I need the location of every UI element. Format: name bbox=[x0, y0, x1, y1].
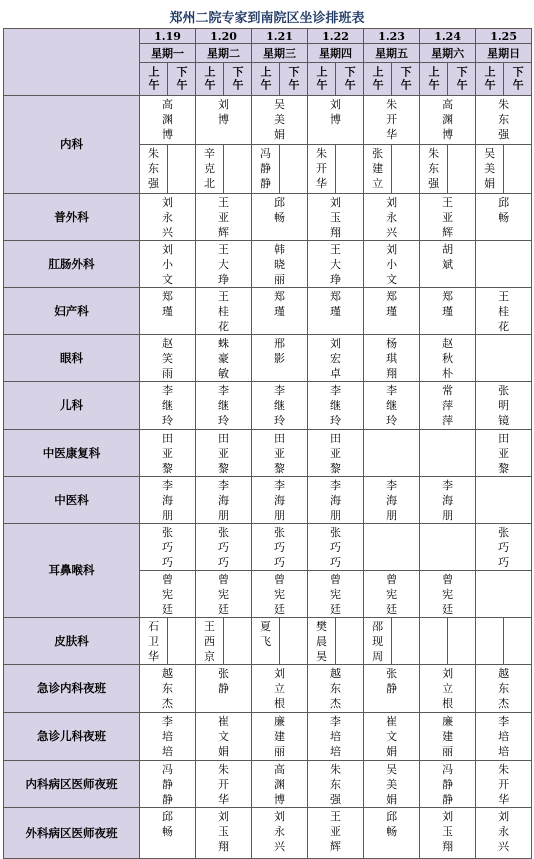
schedule-cell bbox=[476, 761, 532, 808]
weekday-header: 星期三 bbox=[252, 44, 308, 63]
doctor-name: 蛛豪敏 bbox=[218, 337, 230, 380]
doctor-name: 郑瑾 bbox=[274, 290, 286, 318]
schedule-cell bbox=[364, 808, 420, 859]
doctor-name: 郑瑾 bbox=[330, 290, 342, 318]
schedule-cell bbox=[252, 761, 308, 808]
doctor-name: 赵秋朴 bbox=[442, 337, 454, 380]
doctor-name: 曾宪廷 bbox=[162, 573, 173, 616]
schedule-cell bbox=[364, 194, 420, 241]
schedule-cell bbox=[448, 145, 476, 194]
doctor-name: 刘永兴 bbox=[498, 810, 510, 853]
schedule-cell bbox=[252, 618, 280, 665]
schedule-cell bbox=[140, 241, 196, 288]
date-header: 1.22 bbox=[308, 29, 364, 44]
schedule-cell bbox=[252, 713, 308, 761]
pm-header: 下午 bbox=[168, 63, 196, 96]
schedule-table bbox=[3, 28, 532, 859]
doctor-name: 李继玲 bbox=[162, 384, 173, 427]
doctor-name: 王大琤 bbox=[218, 243, 230, 286]
doctor-name: 李海朋 bbox=[162, 479, 173, 522]
doctor-name: 王桂花 bbox=[498, 290, 510, 333]
doctor-name: 李培培 bbox=[162, 715, 173, 758]
doctor-name: 田亚黎 bbox=[218, 432, 230, 475]
doctor-name: 邢影 bbox=[274, 337, 286, 365]
schedule-cell bbox=[308, 524, 364, 571]
doctor-name: 赵笑雨 bbox=[162, 337, 173, 380]
schedule-cell bbox=[364, 618, 392, 665]
schedule-cell bbox=[196, 665, 252, 713]
schedule-cell bbox=[336, 618, 364, 665]
doctor-name: 张明镜 bbox=[498, 384, 510, 427]
date-header: 1.20 bbox=[196, 29, 252, 44]
department-label: 肛肠外科 bbox=[4, 241, 140, 288]
table-row bbox=[4, 382, 532, 430]
schedule-cell bbox=[364, 382, 420, 430]
doctor-name: 郑瑾 bbox=[442, 290, 454, 318]
schedule-cell bbox=[420, 808, 476, 859]
schedule-cell bbox=[196, 241, 252, 288]
doctor-name: 刘玉翔 bbox=[442, 810, 454, 853]
table-row bbox=[4, 761, 532, 808]
schedule-cell bbox=[420, 335, 476, 382]
doctor-name: 王桂花 bbox=[218, 290, 230, 333]
doctor-name: 崔文娟 bbox=[218, 715, 230, 758]
pm-header: 下午 bbox=[448, 63, 476, 96]
pm-header: 下午 bbox=[504, 63, 532, 96]
doctor-name: 越东杰 bbox=[162, 667, 173, 710]
schedule-cell bbox=[476, 194, 532, 241]
doctor-name: 张巧巧 bbox=[498, 526, 510, 569]
doctor-name: 廉建丽 bbox=[442, 715, 454, 758]
schedule-cell bbox=[364, 430, 420, 477]
weekday-header: 星期六 bbox=[420, 44, 476, 63]
date-header: 1.24 bbox=[420, 29, 476, 44]
doctor-name: 李海朋 bbox=[442, 479, 454, 522]
doctor-name: 越东杰 bbox=[498, 667, 510, 710]
doctor-name: 夏飞 bbox=[260, 620, 272, 648]
schedule-cell bbox=[420, 618, 448, 665]
schedule-cell bbox=[196, 145, 224, 194]
schedule-cell bbox=[196, 430, 252, 477]
doctor-name: 田亚黎 bbox=[498, 432, 510, 475]
schedule-cell bbox=[364, 713, 420, 761]
schedule-cell bbox=[476, 665, 532, 713]
doctor-name: 朱东强 bbox=[498, 98, 510, 141]
schedule-cell bbox=[448, 618, 476, 665]
table-row bbox=[4, 335, 532, 382]
schedule-cell bbox=[252, 665, 308, 713]
schedule-cell bbox=[308, 761, 364, 808]
schedule-cell bbox=[168, 145, 196, 194]
schedule-cell bbox=[252, 241, 308, 288]
am-header: 上午 bbox=[476, 63, 504, 96]
schedule-cell bbox=[364, 665, 420, 713]
am-header: 上午 bbox=[308, 63, 336, 96]
doctor-name: 朱东强 bbox=[148, 147, 159, 190]
department-label: 眼科 bbox=[4, 335, 140, 382]
doctor-name: 崔文娟 bbox=[386, 715, 398, 758]
doctor-name: 朱开华 bbox=[218, 763, 230, 806]
schedule-cell bbox=[420, 145, 448, 194]
doctor-name: 刘立根 bbox=[274, 667, 286, 710]
schedule-cell bbox=[252, 194, 308, 241]
weekday-header: 星期四 bbox=[308, 44, 364, 63]
doctor-name: 刘博 bbox=[330, 98, 342, 126]
doctor-name: 高渊博 bbox=[274, 763, 286, 806]
schedule-cell bbox=[336, 145, 364, 194]
schedule-cell bbox=[308, 808, 364, 859]
doctor-name: 张静 bbox=[386, 667, 398, 695]
doctor-name: 辛克北 bbox=[204, 147, 216, 190]
doctor-name: 张巧巧 bbox=[218, 526, 230, 569]
schedule-cell bbox=[308, 241, 364, 288]
schedule-cell bbox=[308, 96, 364, 145]
doctor-name: 高渊博 bbox=[162, 98, 173, 141]
doctor-name: 李继玲 bbox=[386, 384, 398, 427]
schedule-cell bbox=[420, 477, 476, 524]
doctor-name: 王亚辉 bbox=[330, 810, 342, 853]
schedule-cell bbox=[476, 808, 532, 859]
department-label: 妇产科 bbox=[4, 288, 140, 335]
doctor-name: 王亚辉 bbox=[218, 196, 230, 239]
doctor-name: 石卫华 bbox=[148, 620, 159, 663]
table-row bbox=[4, 665, 532, 713]
schedule-cell bbox=[476, 145, 504, 194]
schedule-cell bbox=[476, 241, 532, 288]
am-header: 上午 bbox=[140, 63, 168, 96]
schedule-cell bbox=[308, 145, 336, 194]
schedule-cell bbox=[308, 335, 364, 382]
doctor-name: 曾宪廷 bbox=[442, 573, 454, 616]
doctor-name: 吴美娟 bbox=[274, 98, 286, 141]
weekday-header: 星期一 bbox=[140, 44, 196, 63]
schedule-cell bbox=[420, 761, 476, 808]
schedule-cell bbox=[196, 194, 252, 241]
doctor-name: 邵现周 bbox=[372, 620, 384, 663]
doctor-name: 刘永兴 bbox=[274, 810, 286, 853]
schedule-cell bbox=[420, 713, 476, 761]
table-row bbox=[4, 713, 532, 761]
schedule-cell bbox=[280, 145, 308, 194]
doctor-name: 张巧巧 bbox=[162, 526, 173, 569]
doctor-name: 李海朋 bbox=[386, 479, 398, 522]
doctor-name: 李海朋 bbox=[218, 479, 230, 522]
doctor-name: 王亚辉 bbox=[442, 196, 454, 239]
schedule-cell bbox=[252, 288, 308, 335]
schedule-cell bbox=[392, 145, 420, 194]
schedule-cell bbox=[476, 571, 532, 618]
doctor-name: 杨琪翔 bbox=[386, 337, 398, 380]
doctor-name: 田亚黎 bbox=[330, 432, 342, 475]
schedule-cell bbox=[196, 335, 252, 382]
doctor-name: 冯静静 bbox=[162, 763, 173, 806]
department-label: 中医康复科 bbox=[4, 430, 140, 477]
pm-header: 下午 bbox=[224, 63, 252, 96]
doctor-name: 曾宪廷 bbox=[274, 573, 286, 616]
schedule-cell bbox=[140, 477, 196, 524]
table-row bbox=[4, 96, 532, 145]
schedule-cell bbox=[252, 571, 308, 618]
doctor-name: 曾宪廷 bbox=[218, 573, 230, 616]
doctor-name: 常萍萍 bbox=[442, 384, 454, 427]
doctor-name: 郑瑾 bbox=[386, 290, 398, 318]
department-label: 内科 bbox=[4, 96, 140, 194]
doctor-name: 李培培 bbox=[498, 715, 510, 758]
schedule-cell bbox=[476, 618, 504, 665]
schedule-cell bbox=[364, 96, 420, 145]
schedule-cell bbox=[140, 713, 196, 761]
schedule-cell bbox=[252, 96, 308, 145]
schedule-cell bbox=[420, 382, 476, 430]
am-header: 上午 bbox=[196, 63, 224, 96]
doctor-name: 刘玉翔 bbox=[330, 196, 342, 239]
doctor-name: 田亚黎 bbox=[274, 432, 286, 475]
doctor-name: 邱畅 bbox=[274, 196, 286, 224]
schedule-cell bbox=[224, 145, 252, 194]
doctor-name: 邱畅 bbox=[498, 196, 510, 224]
schedule-cell bbox=[308, 571, 364, 618]
department-label: 外科病区医师夜班 bbox=[4, 808, 140, 859]
pm-header: 下午 bbox=[280, 63, 308, 96]
doctor-name: 李海朋 bbox=[330, 479, 342, 522]
doctor-name: 吴美娟 bbox=[484, 147, 496, 190]
pm-header: 下午 bbox=[392, 63, 420, 96]
schedule-cell bbox=[308, 618, 336, 665]
doctor-name: 王大琤 bbox=[330, 243, 342, 286]
schedule-cell bbox=[364, 335, 420, 382]
doctor-name: 刘永兴 bbox=[162, 196, 173, 239]
doctor-name: 张巧巧 bbox=[330, 526, 342, 569]
department-label: 耳鼻喉科 bbox=[4, 524, 140, 618]
doctor-name: 刘玉翔 bbox=[218, 810, 230, 853]
department-label: 儿科 bbox=[4, 382, 140, 430]
doctor-name: 刘宏卓 bbox=[330, 337, 342, 380]
schedule-cell bbox=[476, 335, 532, 382]
date-header: 1.19 bbox=[140, 29, 196, 44]
table-row bbox=[4, 618, 532, 665]
schedule-cell bbox=[308, 288, 364, 335]
pm-header: 下午 bbox=[336, 63, 364, 96]
schedule-cell bbox=[420, 571, 476, 618]
doctor-name: 朱开华 bbox=[498, 763, 510, 806]
schedule-cell bbox=[308, 665, 364, 713]
schedule-cell bbox=[364, 288, 420, 335]
schedule-cell bbox=[420, 241, 476, 288]
table-row bbox=[4, 524, 532, 571]
schedule-cell bbox=[252, 808, 308, 859]
schedule-cell bbox=[364, 477, 420, 524]
schedule-cell bbox=[364, 145, 392, 194]
department-label: 急诊内科夜班 bbox=[4, 665, 140, 713]
schedule-cell bbox=[140, 665, 196, 713]
doctor-name: 李继玲 bbox=[218, 384, 230, 427]
doctor-name: 冯静静 bbox=[260, 147, 272, 190]
doctor-name: 高渊博 bbox=[442, 98, 454, 141]
schedule-cell bbox=[140, 524, 196, 571]
header-corner bbox=[4, 29, 140, 96]
doctor-name: 刘小文 bbox=[162, 243, 173, 286]
table-row bbox=[4, 808, 532, 859]
schedule-cell bbox=[280, 618, 308, 665]
doctor-name: 刘小文 bbox=[386, 243, 398, 286]
doctor-name: 李海朋 bbox=[274, 479, 286, 522]
doctor-name: 刘永兴 bbox=[386, 196, 398, 239]
doctor-name: 朱开华 bbox=[386, 98, 398, 141]
schedule-cell bbox=[364, 524, 420, 571]
schedule-cell bbox=[252, 430, 308, 477]
doctor-name: 曾宪廷 bbox=[330, 573, 342, 616]
schedule-cell bbox=[364, 241, 420, 288]
schedule-cell bbox=[252, 477, 308, 524]
schedule-cell bbox=[476, 430, 532, 477]
doctor-name: 朱开华 bbox=[316, 147, 328, 190]
schedule-cell bbox=[196, 571, 252, 618]
schedule-cell bbox=[140, 96, 196, 145]
doctor-name: 李继玲 bbox=[274, 384, 286, 427]
schedule-cell bbox=[140, 761, 196, 808]
schedule-cell bbox=[308, 477, 364, 524]
schedule-cell bbox=[476, 713, 532, 761]
schedule-cell bbox=[140, 571, 196, 618]
department-label: 急诊儿科夜班 bbox=[4, 713, 140, 761]
doctor-name: 越东杰 bbox=[330, 667, 342, 710]
schedule-cell bbox=[504, 145, 532, 194]
doctor-name: 朱东强 bbox=[428, 147, 440, 190]
schedule-cell bbox=[196, 713, 252, 761]
doctor-name: 田亚黎 bbox=[162, 432, 173, 475]
doctor-name: 刘立根 bbox=[442, 667, 454, 710]
schedule-cell bbox=[476, 524, 532, 571]
doctor-name: 刘博 bbox=[218, 98, 230, 126]
department-label: 内科病区医师夜班 bbox=[4, 761, 140, 808]
schedule-cell bbox=[392, 618, 420, 665]
schedule-cell bbox=[420, 194, 476, 241]
schedule-cell bbox=[140, 288, 196, 335]
schedule-cell bbox=[308, 430, 364, 477]
schedule-cell bbox=[364, 571, 420, 618]
schedule-cell bbox=[476, 288, 532, 335]
table-row bbox=[4, 288, 532, 335]
schedule-cell bbox=[420, 524, 476, 571]
schedule-cell bbox=[476, 477, 532, 524]
schedule-cell bbox=[420, 430, 476, 477]
doctor-name: 胡斌 bbox=[442, 243, 454, 271]
date-header: 1.21 bbox=[252, 29, 308, 44]
weekday-header: 星期五 bbox=[364, 44, 420, 63]
doctor-name: 韩晓丽 bbox=[274, 243, 286, 286]
schedule-cell bbox=[476, 96, 532, 145]
doctor-name: 张建立 bbox=[372, 147, 384, 190]
schedule-cell bbox=[140, 618, 168, 665]
weekday-header: 星期日 bbox=[476, 44, 532, 63]
schedule-cell bbox=[420, 96, 476, 145]
doctor-name: 吴美娟 bbox=[386, 763, 398, 806]
am-header: 上午 bbox=[420, 63, 448, 96]
department-label: 皮肤科 bbox=[4, 618, 140, 665]
doctor-name: 张静 bbox=[218, 667, 230, 695]
table-row bbox=[4, 194, 532, 241]
doctor-name: 郑瑾 bbox=[162, 290, 173, 318]
page-title: 郑州二院专家到南院区坐诊排班表 bbox=[169, 11, 365, 26]
doctor-name: 樊晨昊 bbox=[316, 620, 328, 663]
doctor-name: 张巧巧 bbox=[274, 526, 286, 569]
schedule-cell bbox=[196, 808, 252, 859]
doctor-name: 曾宪廷 bbox=[386, 573, 398, 616]
doctor-name: 李培培 bbox=[330, 715, 342, 758]
weekday-header: 星期二 bbox=[196, 44, 252, 63]
doctor-name: 王西京 bbox=[204, 620, 216, 663]
schedule-cell bbox=[252, 524, 308, 571]
schedule-cell bbox=[196, 382, 252, 430]
table-row bbox=[4, 430, 532, 477]
doctor-name: 冯静静 bbox=[442, 763, 454, 806]
schedule-cell bbox=[196, 524, 252, 571]
schedule-cell bbox=[196, 477, 252, 524]
date-header: 1.23 bbox=[364, 29, 420, 44]
am-header: 上午 bbox=[364, 63, 392, 96]
schedule-cell bbox=[308, 382, 364, 430]
schedule-cell bbox=[364, 761, 420, 808]
doctor-name: 朱东强 bbox=[330, 763, 342, 806]
schedule-cell bbox=[140, 382, 196, 430]
schedule-cell bbox=[252, 145, 280, 194]
table-row bbox=[4, 241, 532, 288]
schedule-cell bbox=[196, 761, 252, 808]
schedule-cell bbox=[168, 618, 196, 665]
schedule-cell bbox=[308, 194, 364, 241]
schedule-cell bbox=[196, 288, 252, 335]
schedule-cell bbox=[140, 808, 196, 859]
doctor-name: 廉建丽 bbox=[274, 715, 286, 758]
doctor-name: 邱畅 bbox=[162, 810, 173, 838]
table-row bbox=[4, 477, 532, 524]
schedule-cell bbox=[140, 430, 196, 477]
schedule-cell bbox=[140, 194, 196, 241]
schedule-cell bbox=[252, 335, 308, 382]
schedule-cell bbox=[420, 288, 476, 335]
schedule-cell bbox=[196, 96, 252, 145]
schedule-cell bbox=[504, 618, 532, 665]
schedule-cell bbox=[476, 382, 532, 430]
doctor-name: 邱畅 bbox=[386, 810, 398, 838]
schedule-cell bbox=[420, 665, 476, 713]
date-header: 1.25 bbox=[476, 29, 532, 44]
schedule-cell bbox=[308, 713, 364, 761]
doctor-name: 李继玲 bbox=[330, 384, 342, 427]
schedule-cell bbox=[252, 382, 308, 430]
schedule-cell bbox=[140, 335, 196, 382]
schedule-cell bbox=[224, 618, 252, 665]
am-header: 上午 bbox=[252, 63, 280, 96]
schedule-cell bbox=[140, 145, 168, 194]
schedule-cell bbox=[196, 618, 224, 665]
department-label: 普外科 bbox=[4, 194, 140, 241]
department-label: 中医科 bbox=[4, 477, 140, 524]
